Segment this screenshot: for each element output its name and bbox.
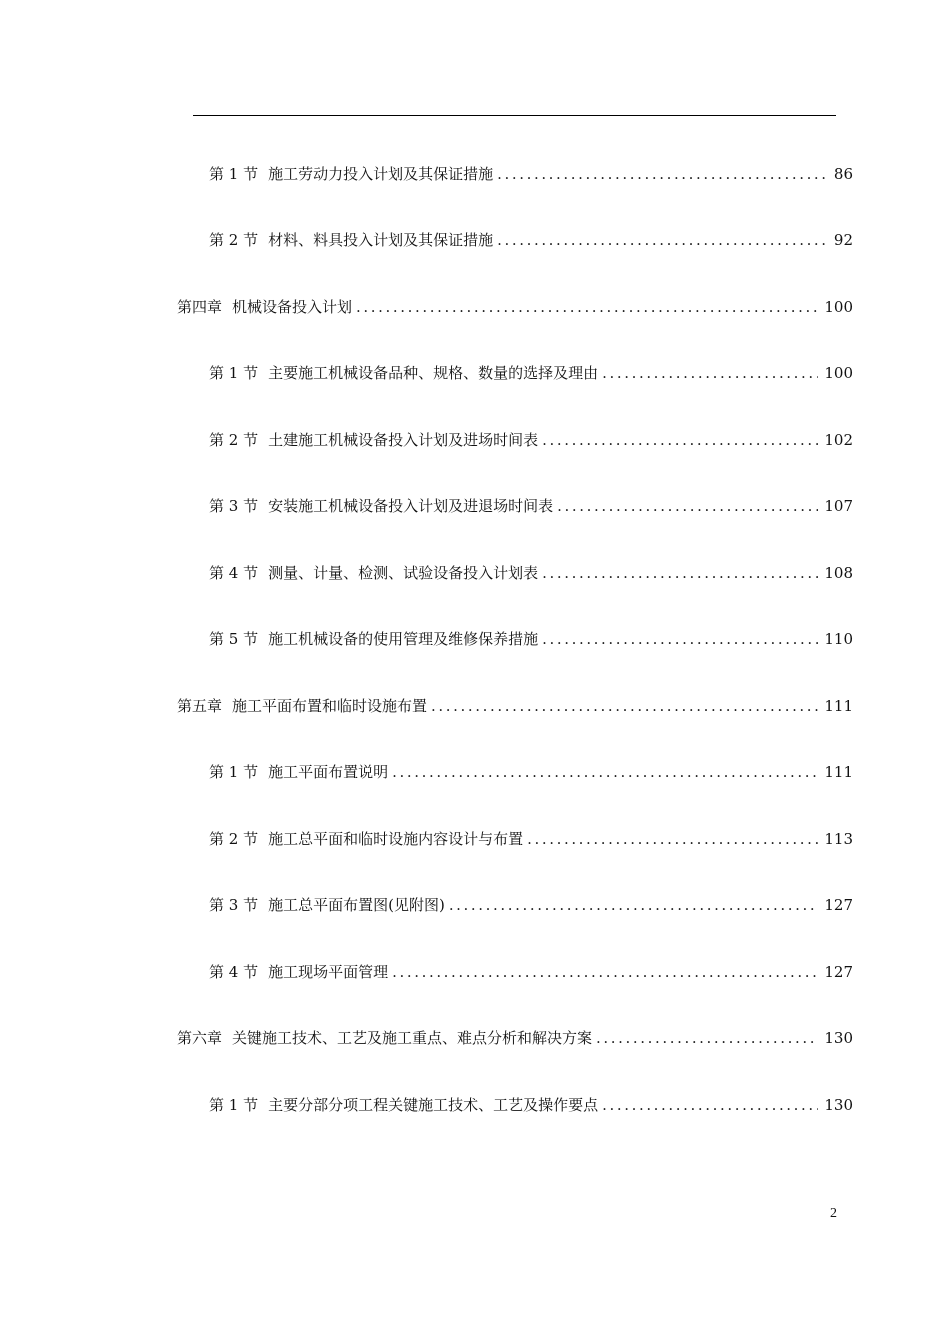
toc-chapter-entry[interactable] <box>177 1026 853 1050</box>
toc-entry-number: 第 1 节 <box>209 165 259 183</box>
toc-entry-title: 主要分部分项工程关键施工技术、工艺及操作要点 <box>268 1096 599 1114</box>
toc-entry-page: 127 <box>824 963 853 981</box>
toc-entry-page: 100 <box>824 364 853 382</box>
toc-entry[interactable] <box>209 561 853 585</box>
toc-dot-leader <box>449 893 819 917</box>
toc-entry-page: 92 <box>833 231 853 249</box>
toc-entry-title: 关键施工技术、工艺及施工重点、难点分析和解决方案 <box>232 1029 593 1047</box>
toc-entry-title: 施工劳动力投入计划及其保证措施 <box>268 165 494 183</box>
toc-entry-number: 第五章 <box>177 697 223 715</box>
toc-entry[interactable] <box>209 162 853 186</box>
toc-entry-title: 施工总平面和临时设施内容设计与布置 <box>268 830 524 848</box>
toc-entry-page: 130 <box>824 1096 853 1114</box>
toc-dot-leader <box>431 694 818 718</box>
toc-dot-leader <box>392 960 818 984</box>
toc-dot-leader <box>497 162 828 186</box>
toc-entry-page: 127 <box>824 896 853 914</box>
toc-entry-number: 第 1 节 <box>209 364 259 382</box>
toc-entry-title: 主要施工机械设备品种、规格、数量的选择及理由 <box>268 364 599 382</box>
toc-entry-number: 第 2 节 <box>209 830 259 848</box>
toc-entry-title: 施工机械设备的使用管理及维修保养措施 <box>268 630 539 648</box>
toc-entry[interactable] <box>209 827 853 851</box>
toc-entry[interactable] <box>209 361 853 385</box>
toc-entry-title: 机械设备投入计划 <box>232 298 353 316</box>
toc-entry[interactable] <box>209 228 853 252</box>
toc-entry[interactable] <box>209 494 853 518</box>
toc-entry-title: 测量、计量、检测、试验设备投入计划表 <box>268 564 539 582</box>
toc-entry-number: 第 2 节 <box>209 231 259 249</box>
toc-entry-number: 第六章 <box>177 1029 223 1047</box>
toc-entry-number: 第 1 节 <box>209 763 259 781</box>
toc-entry[interactable] <box>209 760 853 784</box>
toc-entry-number: 第 1 节 <box>209 1096 259 1114</box>
toc-dot-leader <box>356 295 818 319</box>
toc-dot-leader <box>542 428 818 452</box>
toc-entry-page: 100 <box>824 298 853 316</box>
toc-entry-number: 第 3 节 <box>209 896 259 914</box>
toc-entry-title: 材料、料具投入计划及其保证措施 <box>268 231 494 249</box>
toc-entry-number: 第 4 节 <box>209 963 259 981</box>
toc-entry-title: 施工平面布置说明 <box>268 763 389 781</box>
toc-entry-page: 102 <box>824 431 853 449</box>
toc-entry[interactable] <box>209 428 853 452</box>
toc-entry-page: 110 <box>824 630 853 648</box>
toc-entry-title: 土建施工机械设备投入计划及进场时间表 <box>268 431 539 449</box>
toc-dot-leader <box>602 1093 818 1117</box>
toc-chapter-entry[interactable] <box>177 694 853 718</box>
toc-entry-page: 130 <box>824 1029 853 1047</box>
toc-entry-number: 第 3 节 <box>209 497 259 515</box>
toc-dot-leader <box>596 1026 818 1050</box>
toc-entry-page: 111 <box>824 763 853 781</box>
toc-entry-page: 111 <box>824 697 853 715</box>
toc-entry-page: 113 <box>824 830 853 848</box>
toc-dot-leader <box>392 760 818 784</box>
toc-entry[interactable] <box>209 893 853 917</box>
toc-entry-number: 第四章 <box>177 298 223 316</box>
toc-entry-title: 施工平面布置和临时设施布置 <box>232 697 428 715</box>
toc-entry[interactable] <box>209 1093 853 1117</box>
toc-entry-page: 108 <box>824 564 853 582</box>
toc-entry-title: 施工总平面布置图(见附图) <box>268 896 445 914</box>
toc-entry-title: 安装施工机械设备投入计划及进退场时间表 <box>268 497 554 515</box>
toc-dot-leader <box>542 561 818 585</box>
page-number: 2 <box>830 1206 837 1221</box>
toc-dot-leader <box>527 827 818 851</box>
toc-dot-leader <box>542 627 818 651</box>
toc-entry-page: 107 <box>824 497 853 515</box>
toc-dot-leader <box>557 494 818 518</box>
toc-entry-number: 第 4 节 <box>209 564 259 582</box>
toc-dot-leader <box>602 361 818 385</box>
toc-entry-number: 第 2 节 <box>209 431 259 449</box>
toc-entry-number: 第 5 节 <box>209 630 259 648</box>
toc-entry-title: 施工现场平面管理 <box>268 963 389 981</box>
toc-dot-leader <box>497 228 828 252</box>
toc-entry-page: 86 <box>833 165 853 183</box>
toc-chapter-entry[interactable] <box>177 295 853 319</box>
toc-entry[interactable] <box>209 627 853 651</box>
toc-entry[interactable] <box>209 960 853 984</box>
